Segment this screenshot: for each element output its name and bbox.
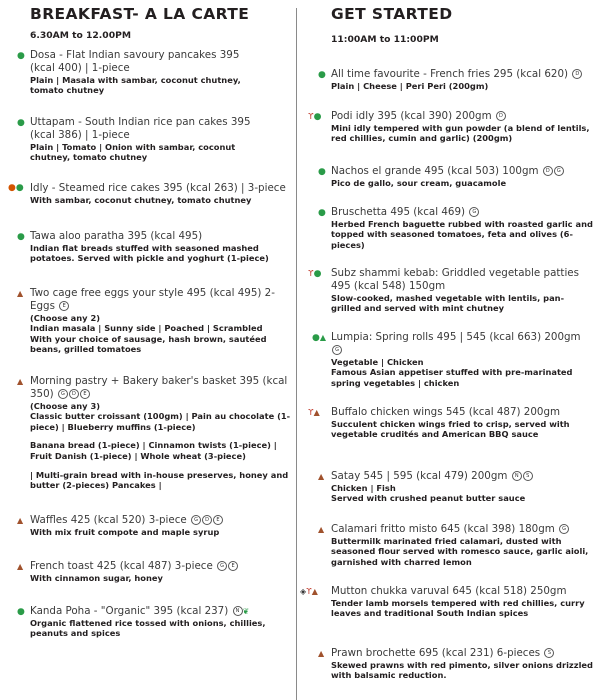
item-title: Morning pastry + Bakery baker's basket 395 (kcal 350) G D E xyxy=(30,375,288,400)
allergen-circle-icon: G xyxy=(559,524,569,534)
item-desc: Vegetable | Chicken xyxy=(331,356,424,367)
item-desc: Tender lamb morsels tempered with red chillies, curry leaves and traditional South Indian spices xyxy=(331,597,585,619)
breakfast-heading: BREAKFAST- A LA CARTE xyxy=(30,5,250,23)
menu-item-prawn-brochette xyxy=(331,647,593,681)
nonveg-triangle-icon: ▲ xyxy=(17,516,24,525)
allergen-circle-icon: S xyxy=(523,471,533,481)
item-desc: With cinnamon sugar, honey xyxy=(30,572,163,583)
item-desc: Classic butter croissant (100gm) | Pain au chocolate (1-piece) | Blueberry muffins (1-piece) xyxy=(30,411,291,432)
veg-nonveg-icon: ●▲ xyxy=(312,333,327,343)
item-desc: Pico de gallo, sour cream, guacamole xyxy=(331,177,507,188)
veg-nonveg-icon: ●● xyxy=(8,183,24,193)
item-desc: Plain | Tomato | Onion with sambar, coconut chutney, tomato chutney xyxy=(30,141,236,163)
allergen-circle-icon: D xyxy=(543,166,553,176)
veg-dot-icon: ● xyxy=(17,51,25,61)
item-desc: Plain | Cheese | Peri Peri (200gm) xyxy=(331,80,489,91)
allergen-circle-icon: E xyxy=(80,389,90,399)
item-desc: Succulent chicken wings fried to crisp, served with vegetable crudités and American BBQ sauce xyxy=(331,418,570,440)
menu-item-satay xyxy=(331,470,593,504)
item-title: Tawa aloo paratha 395 (kcal 495) xyxy=(30,230,203,242)
veg-dot-icon: ● xyxy=(318,167,326,177)
veg-dot-icon: ● xyxy=(17,607,25,617)
veg-dot-icon: ● xyxy=(318,208,326,218)
menu-item-kanda-poha xyxy=(30,605,280,639)
allergen-circle-icon: G xyxy=(469,207,479,217)
item-title: French toast 425 (kcal 487) 3-piece G E xyxy=(30,560,280,573)
item-desc: With mix fruit compote and maple syrup xyxy=(30,526,220,537)
item-title: Uttapam - South Indian rice pan cakes 395 (kcal 386) | 1-piece xyxy=(30,116,251,141)
item-desc: Famous Asian appetiser stuffed with pre-marinated spring vegetables | chicken xyxy=(331,367,573,388)
item-title: Satay 545 | 595 (kcal 479) 200gm N S xyxy=(331,470,593,483)
item-desc: (Choose any 3) xyxy=(30,400,101,411)
veg-dot-icon: ● xyxy=(17,118,25,128)
nonveg-triangle-icon: ▲ xyxy=(17,377,24,386)
item-desc: Indian flat breads stuffed with seasoned mashed potatoes. Served with pickle and yoghurt (1-piece) xyxy=(30,242,269,264)
menu-item-dosa xyxy=(30,49,262,96)
menu-item-uttapam xyxy=(30,116,262,163)
item-title: Waffles 425 (kcal 520) 3-piece G D E xyxy=(30,514,280,527)
menu-item-nachos xyxy=(331,165,593,188)
item-desc: Plain | Masala with sambar, coconut chutney, tomato chutney xyxy=(30,74,241,96)
menu-item-calamari xyxy=(331,523,593,568)
allergen-circle-icon: D xyxy=(572,69,582,79)
item-title: Two cage free eggs your style 495 (kcal 495) 2-Eggs E xyxy=(30,287,275,312)
allergen-circle-icon: N xyxy=(233,606,243,616)
starters-heading: GET STARTED xyxy=(331,5,453,23)
nonveg-triangle-icon: ▲ xyxy=(318,525,325,534)
breakfast-hours: 6.30AM to 12.00PM xyxy=(30,30,131,41)
menu-item-french-toast xyxy=(30,560,280,583)
allergen-circle-icon: E xyxy=(228,561,238,571)
allergen-circle-icon: G xyxy=(554,166,564,176)
item-desc: Indian masala | Sunny side | Poached | Scrambled xyxy=(30,323,263,334)
menu-item-french-fries xyxy=(331,68,593,91)
item-title: Subz shammi kebab: Griddled vegetable patties 495 (kcal 548) 150gm xyxy=(331,267,580,292)
menu-item-bruschetta xyxy=(331,206,593,251)
item-title: Buffalo chicken wings 545 (kcal 487) 200gm xyxy=(331,406,561,418)
allergen-circle-icon: G xyxy=(191,515,201,525)
allergen-circle-icon: D xyxy=(202,515,212,525)
item-desc: Chicken | Fish xyxy=(331,482,396,493)
item-desc: Banana bread (1-piece) | Cinnamon twists (1-piece) | Fruit Danish (1-piece) | Whole wheat (3-piece) xyxy=(30,440,277,461)
item-desc: Herbed French baguette rubbed with roasted garlic and topped with seasoned tomatoes, feta and olives (6-pieces) xyxy=(331,218,593,250)
item-title: Mutton chukka varuval 645 (kcal 518) 250gm xyxy=(331,585,567,597)
veg-dot-icon: ● xyxy=(17,232,25,242)
item-desc: (Choose any 2) xyxy=(30,312,101,323)
menu-item-waffles xyxy=(30,514,280,537)
item-title: Calamari fritto misto 645 (kcal 398) 180gm G xyxy=(331,523,593,536)
chilli-nonveg-icon: ϒ▲ xyxy=(308,408,320,417)
marker-chilli-nonveg-icon: ◈ϒ▲ xyxy=(300,587,318,596)
nonveg-triangle-icon: ▲ xyxy=(17,562,24,571)
item-title: Idly - Steamed rice cakes 395 (kcal 263) | 3-piece xyxy=(30,182,286,194)
menu-item-shammi-kebab xyxy=(331,267,593,314)
chilli-veg-icon: ϒ● xyxy=(308,269,322,279)
item-desc: Mini idly tempered with gun powder (a blend of lentils, red chillies, cumin and garlic) (200gm) xyxy=(331,122,590,144)
item-desc: Skewed prawns with red pimento, silver onions drizzled with balsamic reduction. xyxy=(331,659,593,681)
item-desc: | Multi-grain bread with in-house preserves, honey and butter (2-pieces) Pancakes | xyxy=(30,469,289,491)
allergen-circle-icon: G xyxy=(58,389,68,399)
menu-item-buffalo-wings xyxy=(331,406,593,440)
veg-dot-icon: ● xyxy=(318,70,326,80)
item-desc: Organic flattened rice tossed with onions, chillies, peanuts and spices xyxy=(30,617,266,639)
menu-item-bakery-basket xyxy=(30,375,292,491)
column-divider xyxy=(296,8,297,700)
allergen-circle-icon: S xyxy=(544,648,554,658)
allergen-circle-icon: E xyxy=(59,301,69,311)
leaf-icon: ❦ xyxy=(242,606,250,616)
spacer xyxy=(30,462,292,470)
item-title: Lumpia: Spring rolls 495 | 545 (kcal 663) 200gm G xyxy=(331,331,581,353)
item-title: All time favourite - French fries 295 (kcal 620) D xyxy=(331,68,593,81)
item-title: Podi idly 395 (kcal 390) 200gm D xyxy=(331,110,593,123)
allergen-circle-icon: D xyxy=(69,389,79,399)
item-title: Dosa - Flat Indian savoury pancakes 395 (kcal 400) | 1-piece xyxy=(30,49,240,74)
spacer xyxy=(30,432,292,440)
allergen-circle-icon: E xyxy=(213,515,223,525)
menu-item-podi-idly xyxy=(331,110,593,144)
item-title: Kanda Poha - "Organic" 395 (kcal 237) N ❦ xyxy=(30,605,280,618)
menu-item-idly xyxy=(30,182,294,205)
chilli-veg-icon: ϒ● xyxy=(308,112,322,122)
item-title: Nachos el grande 495 (kcal 503) 100gm D G xyxy=(331,165,593,178)
item-title: Prawn brochette 695 (kcal 231) 6-pieces S xyxy=(331,647,593,660)
item-desc: Slow-cooked, mashed vegetable with lentils, pan-grilled and served with mint chutney xyxy=(331,292,565,314)
nonveg-triangle-icon: ▲ xyxy=(318,472,325,481)
item-desc: Served with crushed peanut butter sauce xyxy=(331,493,526,504)
menu-item-mutton-chukka xyxy=(331,585,593,619)
allergen-circle-icon: G xyxy=(332,345,342,355)
menu-item-aloo-paratha xyxy=(30,230,280,264)
item-desc: Buttermilk marinated fried calamari, dusted with seasoned flour served with romesco sauce, garlic aioli, garnished with charred lemon xyxy=(331,535,589,567)
nonveg-triangle-icon: ▲ xyxy=(17,289,24,298)
starters-hours: 11:00AM to 11:00PM xyxy=(331,34,439,45)
menu-item-eggs xyxy=(30,287,280,355)
allergen-circle-icon: N xyxy=(512,471,522,481)
allergen-circle-icon: D xyxy=(496,111,506,121)
allergen-circle-icon: G xyxy=(217,561,227,571)
item-title: Bruschetta 495 (kcal 469) G xyxy=(331,206,593,219)
menu-item-lumpia xyxy=(331,331,593,388)
item-desc: With sambar, coconut chutney, tomato chutney xyxy=(30,194,252,205)
item-desc: With your choice of sausage, hash brown, sautéed beans, grilled tomatoes xyxy=(30,333,267,355)
nonveg-triangle-icon: ▲ xyxy=(318,649,325,658)
